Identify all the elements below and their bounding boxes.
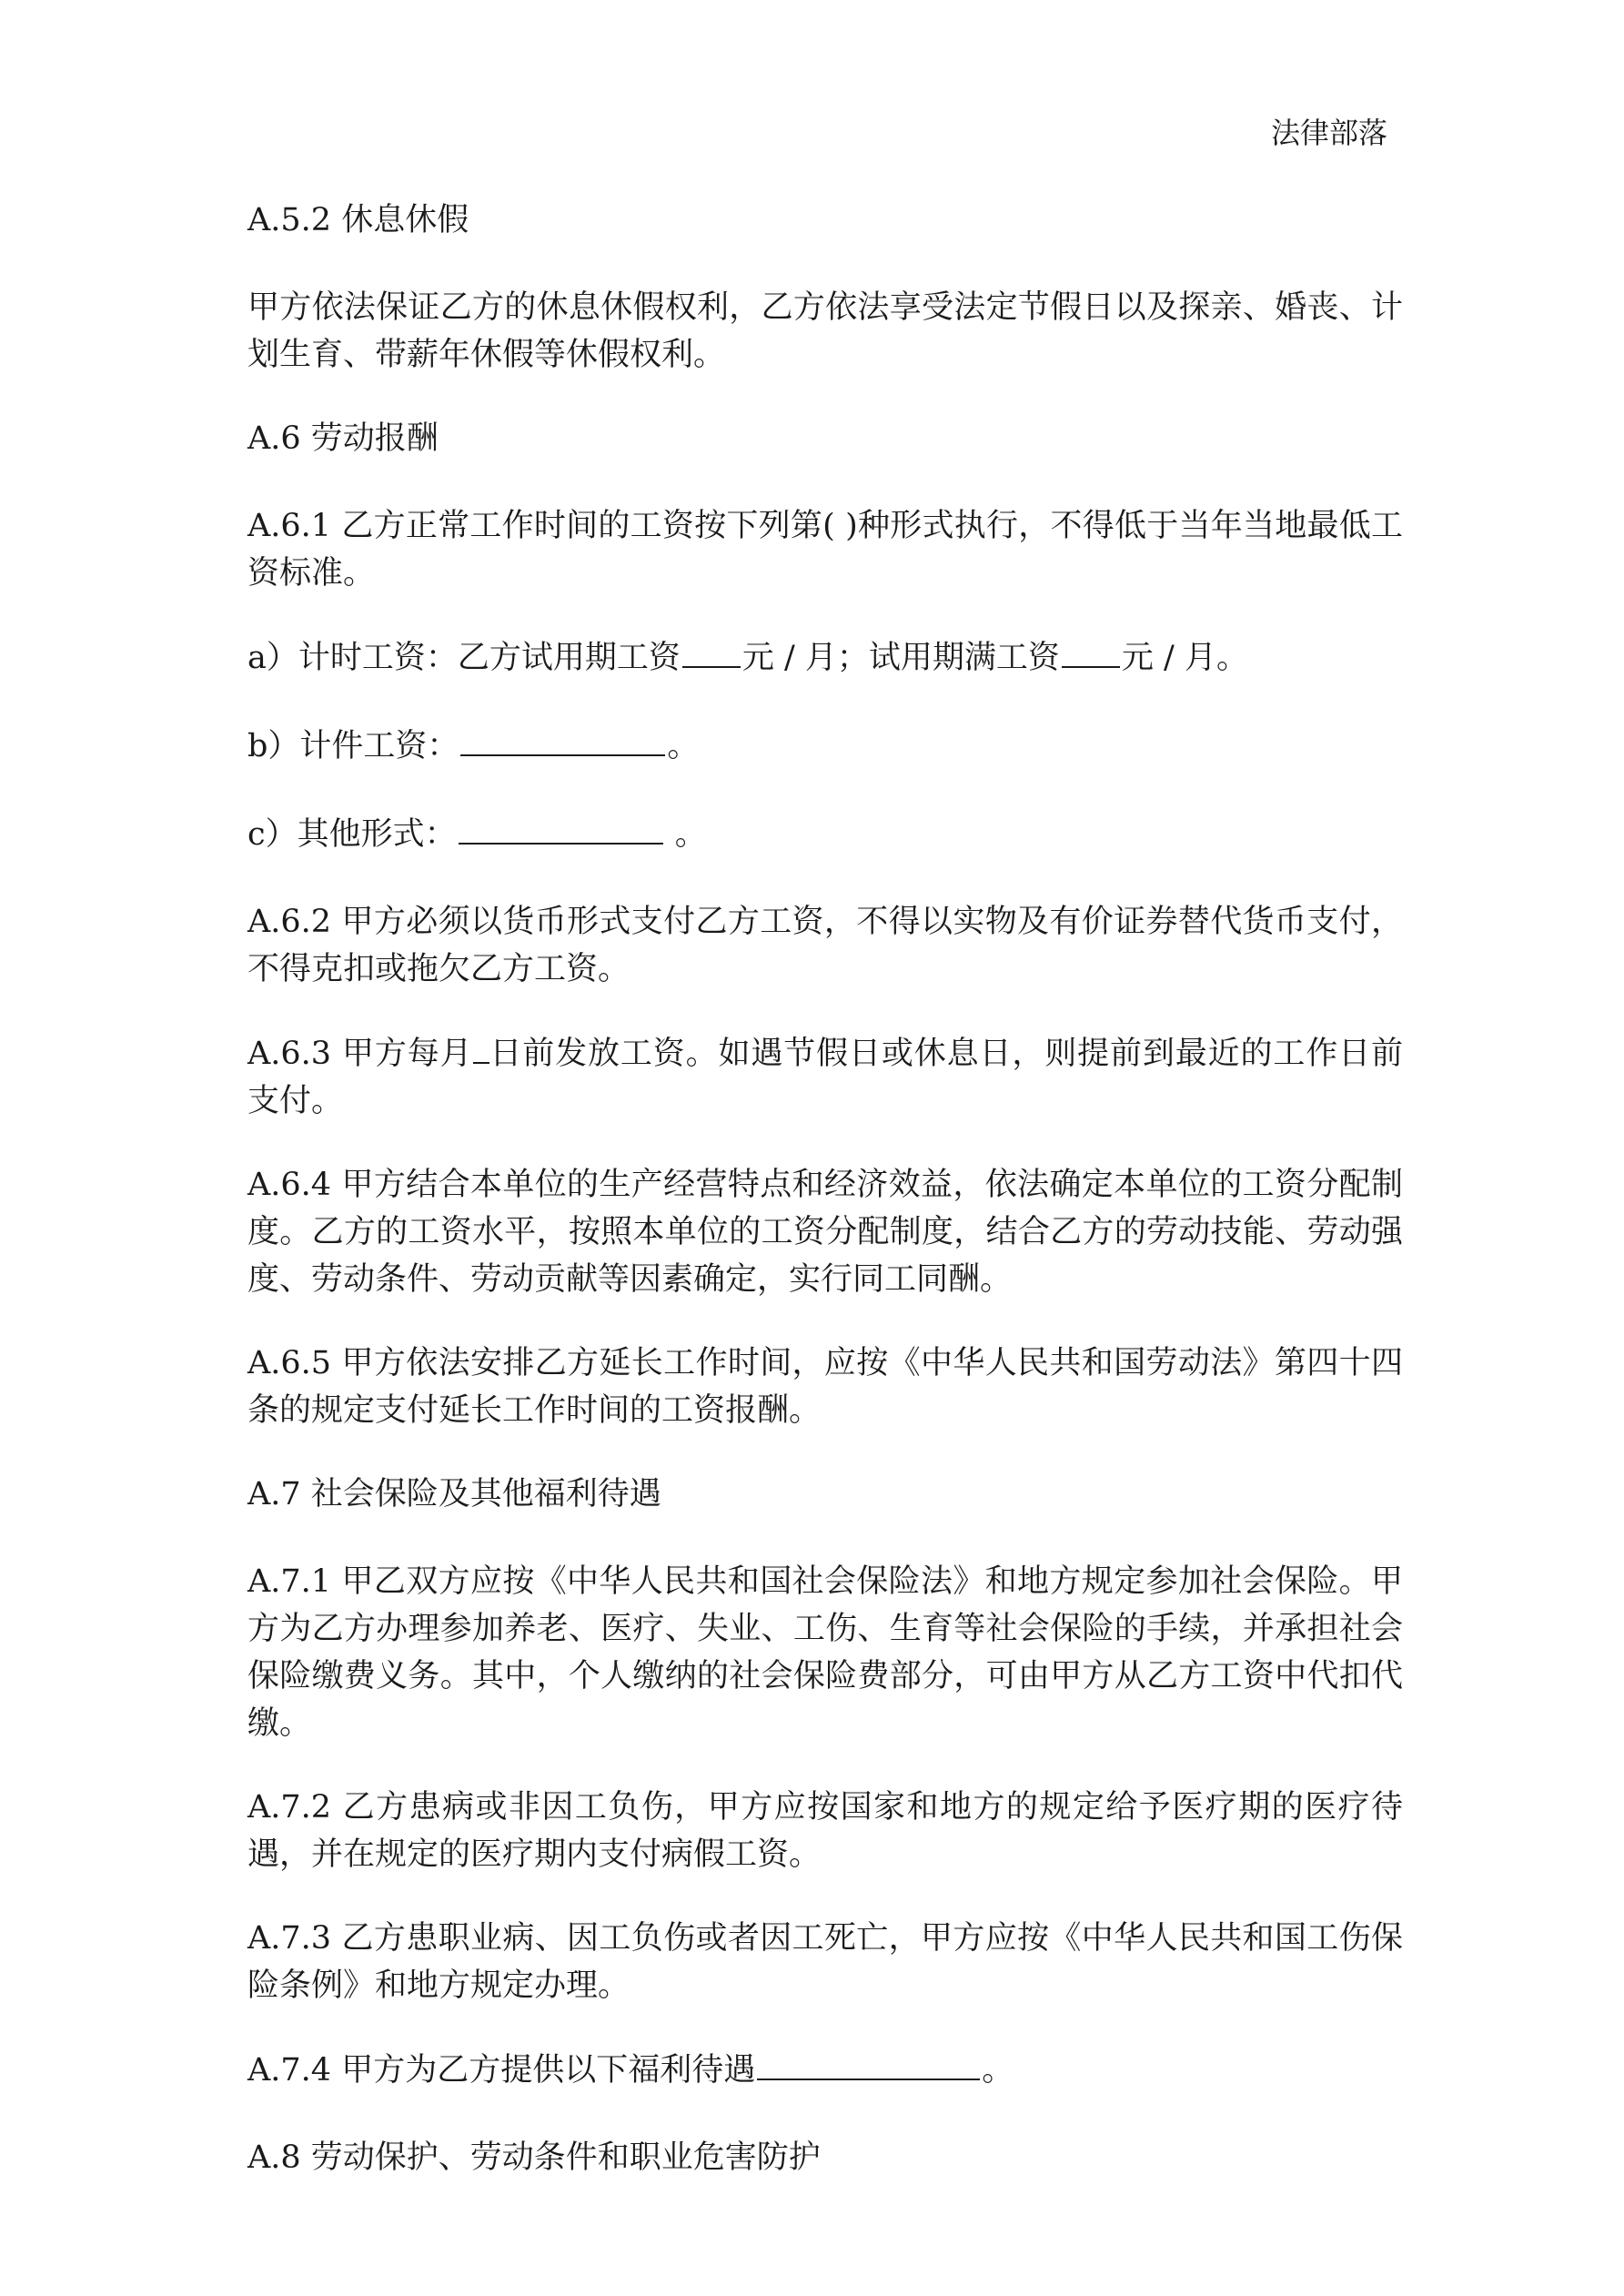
section-7-2-body: A.7.2 乙方患病或非因工负伤，甲方应按国家和地方的规定给予医疗期的医疗待遇，并在规定的医疗期内支付病假工资。: [247, 1789, 1403, 1873]
section-7-4-prefix: A.7.4 甲方为乙方提供以下福利待遇: [247, 2052, 756, 2089]
section-6-4-body: A.6.4 甲方结合本单位的生产经营特点和经济效益，依法确定本单位的工资分配制度。乙方的工资水平，按照本单位的工资分配制度，结合乙方的劳动技能、劳动强度、劳动条件、劳动贡献等因素确定，实行同工同酬。: [247, 1167, 1403, 1298]
section-6-b-line: [247, 722, 1403, 770]
section-6-2-body: A.6.2 甲方必须以货币形式支付乙方工资，不得以实物及有价证券替代货币支付，不得克扣或拖欠乙方工资。: [247, 904, 1403, 987]
piece-wage-blank: [460, 722, 665, 756]
pay-day-blank: [473, 1029, 489, 1064]
section-6-b-suffix: 。: [667, 728, 700, 764]
document-content: [247, 197, 1403, 2221]
section-7-4-line: [247, 2046, 1403, 2094]
section-7-3-body: A.7.3 乙方患职业病、因工负伤或者因工死亡，甲方应按《中华人民共和国工伤保险条例》和地方规定办理。: [247, 1920, 1403, 2004]
section-5-2-body: 甲方依法保证乙方的休息休假权利，乙方依法享受法定节假日以及探亲、婚丧、计划生育、带薪年休假等休假权利。: [247, 289, 1403, 373]
section-6-a-prefix: a）计时工资：乙方试用期工资: [247, 640, 681, 676]
section-6-3-suffix: 日前发放工资。如遇节假日或休息日，则提前到最近的工作日前支付。: [247, 1036, 1403, 1119]
other-form-blank: [459, 810, 663, 845]
section-7-1-body: A.7.1 甲乙双方应按《中华人民共和国社会保险法》和地方规定参加社会保险。甲方为乙方办理参加养老、医疗、失业、工伤、生育等社会保险的手续，并承担社会保险缴费义务。其中，个人缴纳的社会保险费部分，可由甲方从乙方工资中代扣代缴。: [247, 1563, 1403, 1742]
section-6-c-line: [247, 810, 1403, 858]
section-6-title: A.6 劳动报酬: [247, 420, 439, 457]
section-6-a-suffix: 元 / 月。: [1121, 640, 1248, 676]
section-5-2-title: A.5.2 休息休假: [247, 202, 469, 238]
section-7-title: A.7 社会保险及其他福利待遇: [247, 1476, 661, 1512]
section-6-c-prefix: c）其他形式：: [247, 816, 457, 853]
section-6-a-mid: 元 / 月；试用期满工资: [741, 640, 1060, 676]
section-6-b-prefix: b）计件工资：: [247, 728, 459, 764]
section-7-4-suffix: 。: [982, 2052, 1014, 2089]
section-6-1-body: A.6.1 乙方正常工作时间的工资按下列第( )种形式执行，不得低于当年当地最低工资标准。: [247, 508, 1403, 592]
section-6-a-line: [247, 633, 1403, 682]
section-6-3-line: [247, 1029, 1403, 1125]
probation-wage-blank: [682, 633, 741, 668]
section-8-title: A.8 劳动保护、劳动条件和职业危害防护: [247, 2139, 821, 2176]
section-6-5-body: A.6.5 甲方依法安排乙方延长工作时间，应按《中华人民共和国劳动法》第四十四条的规定支付延长工作时间的工资报酬。: [247, 1345, 1403, 1429]
section-6-3-prefix: A.6.3 甲方每月: [247, 1036, 473, 1072]
full-wage-blank: [1062, 633, 1120, 668]
header-site-name: 法律部落: [1270, 116, 1387, 150]
benefits-blank: [757, 2046, 980, 2080]
section-6-c-suffix: 。: [664, 816, 707, 853]
